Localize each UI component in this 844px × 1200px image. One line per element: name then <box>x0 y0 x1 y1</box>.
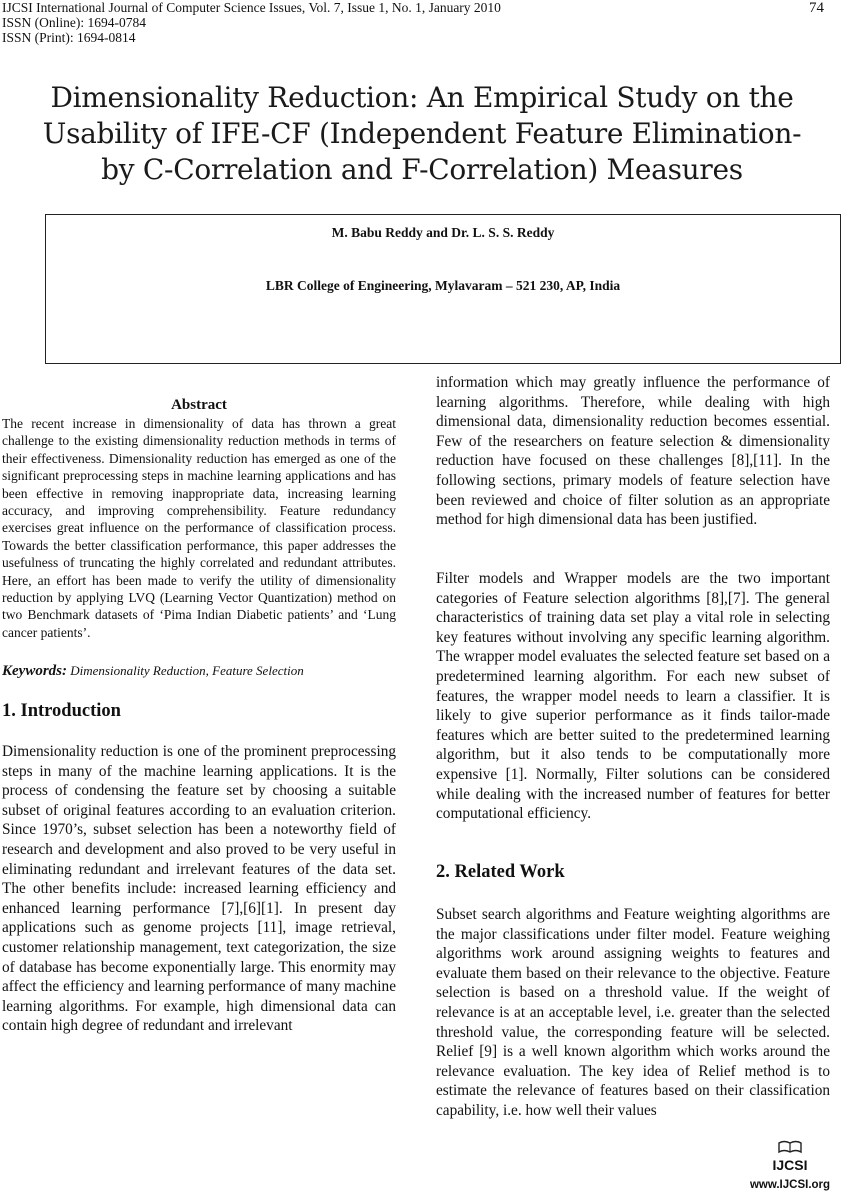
keywords-label: Keywords: <box>2 663 67 679</box>
journal-header: IJCSI International Journal of Computer Science Issues, Vol. 7, Issue 1, No. 1, January 2010 <box>2 0 501 15</box>
intro-heading: 1. Introduction <box>2 701 121 721</box>
intro-body: Dimensionality reduction is one of the prominent preprocessing steps in many of the machine learning applications. It is the process of condensing the feature set by choosing a suitable subset of original features according to an evaluation criterion. Since 1970’s, subset selection has been a noteworthy field of research and development and also proved to be very useful in eliminating redundant and irrelevant features of the data set. The other benefits include: increased learning efficiency and enhanced learning performance [7],[6][1]. In present day applications such as genome projects [11], image retrieval, customer relationship management, text categorization, the size of database has become exponentially large. This enormity may affect the efficiency and learning performance of many machine learning algorithms. For example, high dimensional data can contain high degree of redundant and irrelevant <box>2 743 396 1035</box>
intro-continuation: information which may greatly influence the performance of learning algorithms. Therefore, while dealing with high dimensional data, dimensionality reduction becomes essential. Few of the researchers on feature selection & dimensionality reduction have focused on these challenges [8],[11]. In the following sections, primary models of feature selection have been reviewed and choice of filter solution as an appropriate method for high dimensional data has been justified. <box>436 374 830 529</box>
keywords-value: Dimensionality Reduction, Feature Selection <box>70 663 304 678</box>
issn-online: ISSN (Online): 1694-0784 <box>2 15 146 30</box>
abstract-body: The recent increase in dimensionality of data has thrown a great challenge to the existing dimensionality reduction methods in terms of their effectiveness. Dimensionality reduction has emerged as one of the significant preprocessing steps in machine learning applications and has been effective in removing inappropriate data, increasing learning accuracy, and improving comprehensibility. Feature redundancy exercises great influence on the performance of classification process. Towards the better classification performance, this paper addresses the usefulness of truncating the highly correlated and redundant attributes. Here, an effort has been made to verify the utility of dimensionality reduction by applying LVQ (Learning Vector Quantization) method on two Benchmark datasets of ‘Pima Indian Diabetic patients’ and ‘Lung cancer patients’. <box>2 416 396 640</box>
footer-url[interactable]: www.IJCSI.org <box>749 1179 831 1191</box>
abstract-heading: Abstract <box>171 397 227 413</box>
logo-text: IJCSI <box>772 1157 808 1173</box>
title-line-2: Usability of IFE-CF (Independent Feature Elimination- <box>42 117 802 150</box>
related-work-body: Subset search algorithms and Feature weighting algorithms are the major classifications under filter model. Feature weighing algorithms work around assigning weights to features and evaluate them based on their relevance to the objective. Feature selection is based on a threshold value. If the weight of relevance is at an acceptable level, i.e. greater than the selected threshold value, the corresponding feature will be selected. Relief [9] is a well known algorithm which works around the relevance evaluation. The key idea of Relief method is to estimate the relevance of features based on their classification capability, i.e. how well their values <box>436 906 830 1119</box>
title-line-3: by C-Correlation and F-Correlation) Measures <box>101 153 743 186</box>
title-line-1: Dimensionality Reduction: An Empirical Study on the <box>50 81 794 114</box>
book-icon <box>740 1140 840 1154</box>
paper-title <box>0 80 844 188</box>
related-work-heading: 2. Related Work <box>436 862 565 882</box>
authors: M. Babu Reddy and Dr. L. S. S. Reddy <box>331 225 555 240</box>
issn-print: ISSN (Print): 1694-0814 <box>2 30 136 45</box>
affiliation: LBR College of Engineering, Mylavaram – 521 230, AP, India <box>265 278 621 293</box>
intro-paragraph-2: Filter models and Wrapper models are the two important categories of Feature selection algorithms [8],[7]. The general characteristics of training data set play a vital role in selecting key features without involving any specific learning algorithm. The wrapper model evaluates the selected feature set based on a predetermined learning algorithm. For each new subset of features, the wrapper model needs to learn a classifier. It is likely to give superior performance as it finds tailor-made features which are better suited to the predetermined learning algorithm, but it also tends to be computationally more expensive [1]. Normally, Filter solutions can be considered while dealing with the increased number of features for better computational efficiency. <box>436 570 830 823</box>
author-box <box>45 214 841 364</box>
page-number: 74 <box>809 0 824 16</box>
ijcsi-logo <box>740 1140 840 1191</box>
keywords <box>2 662 396 680</box>
